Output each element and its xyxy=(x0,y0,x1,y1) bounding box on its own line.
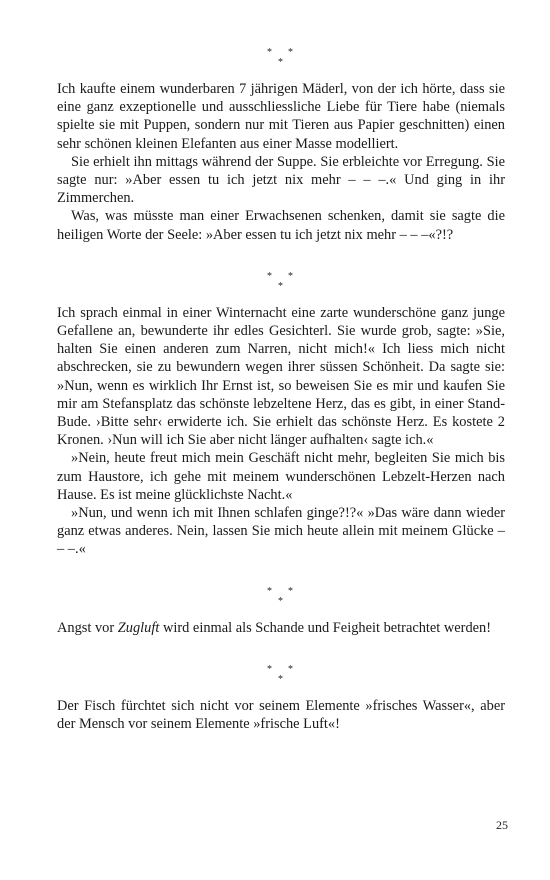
asterisk: * xyxy=(267,270,272,282)
page-body xyxy=(57,40,505,733)
paragraph: Sie erhielt ihn mittags während der Suppe. Sie erbleichte vor Erregung. Sie sagte nur: »Aber essen tu ich jetzt nix mehr – – –.« Und ging in ihr Zimmerchen. xyxy=(57,153,505,207)
asterisk: * xyxy=(267,663,272,675)
asterisk: * xyxy=(278,673,283,685)
section-draught xyxy=(57,619,505,637)
asterism-separator xyxy=(57,579,505,619)
asterisk: * xyxy=(288,663,293,675)
asterism-separator xyxy=(57,657,505,697)
asterisk: * xyxy=(288,47,293,58)
asterisk: * xyxy=(267,585,272,597)
asterisk: * xyxy=(278,595,283,607)
asterism-separator xyxy=(57,264,505,304)
paragraph: Der Fisch fürchtet sich nicht vor seinem Elemente »frisches Wasser«, aber der Mensch vor seinem Elemente »frische Luft«! xyxy=(57,697,505,733)
paragraph: Ich sprach einmal in einer Winternacht eine zarte wunderschöne ganz junge Gefallene an, bewunderte ihr edles Gesichterl. Sie wurde grob, sagte: »Sie, halten Sie einen anderen zum Narren, nicht mich!« Ich liess mich nicht abschrecken, sie zu bewundern wegen ihrer süssen Schönheit. Da sagte sie: »Nun, wenn es wirklich Ihr Ernst ist, so beweisen Sie es mir und kaufen Sie mir am Stefansplatz das schönste lebzeltene Herz, das es gibt, in einer Stand-Bude. ›Bitte sehr‹ erwiderte ich. Sie erhielt das schönste Herz. Es kostete 2 Kronen. ›Nun will ich Sie aber nicht länger aufhalten‹ sagte ich.« xyxy=(57,304,505,449)
paragraph: »Nein, heute freut mich mein Geschäft nicht mehr, begleiten Sie mich bis zum Haustore, ich gehe mit meinem wunderschönen Lebzelt-Herzen nach Hause. Es ist meine glücklichste Nacht.« xyxy=(57,450,505,503)
asterisk: * xyxy=(267,47,272,58)
paragraph xyxy=(57,619,505,637)
emphasis: Zugluft xyxy=(117,619,160,636)
asterisk: * xyxy=(288,270,293,282)
asterisk: * xyxy=(278,57,283,68)
asterisk: * xyxy=(278,280,283,292)
text-run: Angst vor xyxy=(57,619,118,636)
paragraph: Was, was müsste man einer Erwachsenen schenken, damit sie sagte die heiligen Worte der Seele: »Aber essen tu ich jetzt nix mehr – – –«?!? xyxy=(57,208,505,243)
section-fish xyxy=(57,697,505,733)
paragraph: »Nun, und wenn ich mit Ihnen schlafen ginge?!?« »Das wäre dann wieder ganz etwas anderes. Nein, lassen Sie mich heute allein mit meinem Glücke – – –.« xyxy=(57,505,505,558)
text-run: wird einmal als Schande und Feigheit betrachtet werden! xyxy=(159,619,492,636)
section-heart xyxy=(57,304,505,559)
paragraph: Ich kaufte einem wunderbaren 7 jährigen Mäderl, von der ich hörte, dass sie eine ganz exzeptionelle und ausschliessliche Liebe für Tiere habe (niemals spielte sie mit Puppen, sondern nur mit Tieren aus Papier geschnitten) einen sehr schönen kleinen Elefanten aus einer Masse modelliert. xyxy=(57,81,505,152)
asterism-separator xyxy=(57,40,505,80)
page-number: 25 xyxy=(496,818,508,832)
asterisk: * xyxy=(288,585,293,597)
section-elephant xyxy=(57,80,505,244)
